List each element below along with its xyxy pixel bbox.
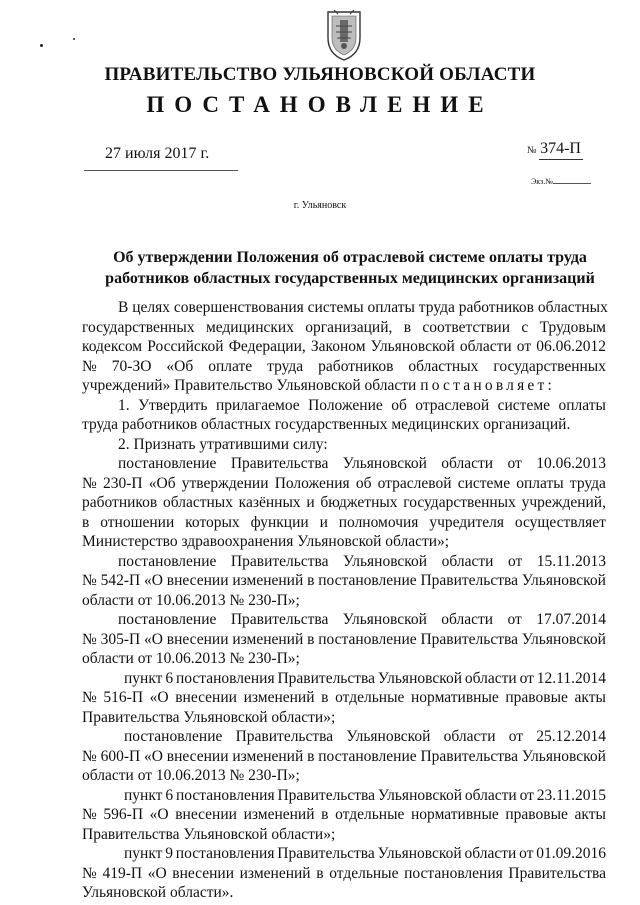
word: системе [497,396,551,414]
word: с [521,318,529,336]
text-line [82,610,606,630]
word: Правительства [277,669,376,687]
word: «Об [166,357,194,375]
word: труда [569,474,606,492]
word: «О [144,572,163,589]
word: отношении [100,513,175,531]
text-line [82,454,606,474]
word: осуществляет [514,513,606,531]
word: в [307,630,315,648]
word: пункт [124,786,163,804]
text-line: Ульяновской области». [82,884,234,901]
word: внесении [166,572,229,589]
word: от [516,338,532,355]
word: организаций, [305,318,393,336]
word: «О [144,747,163,765]
word: 70-ЗО [111,357,152,375]
word: 596-П [103,806,144,823]
word: работников [82,494,158,511]
word: 542-П [100,572,141,589]
word: постановление [318,747,417,765]
word: 12.11.2014 [536,669,606,687]
text-line: Министерство здравоохранения Ульяновской области»; [82,533,450,550]
word: постановление [118,552,217,570]
word: и [319,513,328,531]
word: № [82,474,97,492]
word: труда [267,357,304,375]
word: 17.07.2014 [536,611,606,628]
word: функции [250,513,309,531]
text-line: Правительства Ульяновской области»; [82,825,336,843]
word: изменений [243,806,315,823]
word: 15.11.2013 [536,552,606,570]
word: оплаты [516,474,564,492]
word: Правительства [420,572,518,589]
word: области [441,552,494,570]
word: отдельные [329,864,399,882]
word: отраслевой [415,396,490,414]
word: 230-П [102,474,143,492]
word: № [82,357,97,375]
text-line [82,474,606,494]
word: Ульяновской [342,611,427,628]
text-fragment: учреждений» Правительство Ульяновской области [82,377,421,394]
word: 10.06.2013 [536,455,606,472]
word: постановление [318,572,417,589]
word: «О [149,689,169,706]
word: 1. [118,396,130,414]
word: «О [147,864,167,882]
word: от [519,669,534,687]
city: г. Ульяновск [293,200,347,211]
word: Ульяновской [377,845,462,862]
word: постановление [124,728,223,745]
date-underline [84,170,238,171]
word: внесении [172,864,234,882]
text-line [82,357,606,377]
word: пункт [124,845,163,862]
word: отдельные [335,806,405,823]
text-line [82,298,606,318]
word: пункт [124,669,163,687]
word: в [82,513,90,531]
text-line [82,396,606,416]
government-title: ПРАВИТЕЛЬСТВО УЛЬЯНОВСКОЙ ОБЛАСТИ [104,64,536,85]
word: «О [144,630,163,648]
word: в [307,572,315,589]
word: отдельные [335,689,405,706]
word: учреждений, [521,494,606,511]
word: в [321,806,329,823]
word: от [507,611,522,628]
word: постановления [404,864,503,882]
word: и [306,494,315,511]
word: Правительства [420,630,518,648]
word: утверждении [181,474,269,492]
word: от [508,728,524,745]
word: области [464,845,517,862]
word: прилагаемое [215,396,300,414]
word: 6 [165,669,174,687]
word: постановления [175,669,275,687]
word: Российской [147,338,224,355]
word: государственных [493,357,606,375]
word: Ульяновской [377,669,463,687]
word: в [321,689,329,706]
word: постановления [175,845,275,862]
number-sign: № [527,145,537,156]
word: 06.06.2012 [536,338,606,355]
scan-speck [73,38,75,40]
word: 6 [165,786,174,804]
word: правовые [505,806,568,823]
word: Трудовым [539,318,606,336]
word: отраслевой [377,474,452,492]
document-subject [80,247,620,289]
word: области [464,669,517,687]
word: Ульяновской [370,338,455,355]
word: 01.09.2016 [536,845,606,862]
word: области [443,728,496,745]
word: 9 [165,845,173,862]
word: Ульяновской [521,747,606,765]
document-body [82,298,606,903]
word: Ульяновской [342,455,427,472]
text-line [82,552,606,572]
copy-number-line [553,183,591,184]
word: области [441,611,494,628]
word: изменений [232,747,304,765]
word: № [82,806,97,823]
word: Законом [310,338,366,355]
word: Правительства [508,864,606,882]
word: Правительства [277,786,376,804]
text-line [82,688,606,708]
word: казённых [238,494,301,511]
word: акты [574,806,606,823]
word: 23.11.2015 [536,786,606,804]
word: которых [185,513,240,531]
word: области [441,455,494,472]
text-line [82,318,606,338]
word: об [355,474,372,492]
word: «О [149,806,169,823]
word: Утвердить [138,396,208,414]
word: постановление [118,611,217,628]
word: 419-П [102,864,143,882]
word: № [82,689,97,706]
word: № [82,864,97,882]
word: Ульяновской [521,630,606,648]
word: оплате [208,357,253,375]
word: Правительства [230,455,329,472]
word: от [519,786,534,804]
text-line [82,805,606,825]
word: Правительства [277,845,375,862]
word: Правительства [420,747,518,765]
word: изменений [232,630,304,648]
word: оплаты [558,396,606,414]
word: 25.12.2014 [536,728,606,745]
text-line: области от 10.06.2013 № 230-П»; [82,591,300,609]
word: внесении [175,689,237,706]
word: Правительства [230,552,329,570]
word: системе [457,474,511,492]
document-type: ПОСТАНОВЛЕНИЕ [146,92,494,117]
word: соответствии [422,318,510,336]
word: акты [574,689,606,706]
word: Правительства [235,728,334,745]
word: изменений [243,689,315,706]
word: области [464,786,517,804]
word: изменений [232,572,304,589]
text-line [82,747,606,767]
word: изменений [239,864,311,882]
word: в [316,864,324,882]
word: областных [408,357,479,375]
word: государственных [82,318,195,336]
word: нормативные [411,806,499,823]
word: постановление [318,630,417,648]
text-line [82,493,606,513]
word: в [307,747,315,765]
word: № [82,572,97,589]
copy-number-label: Экз.№ [531,177,553,186]
text-line [82,844,606,864]
word: нормативные [411,689,499,706]
text-line: области от 10.06.2013 № 230-П»; [82,767,300,784]
word: кодексом [82,338,143,355]
word: бюджетных [320,494,398,511]
word: постановления [175,786,275,804]
text-line [82,630,606,650]
text-line [82,337,606,357]
document-number [527,140,583,160]
scan-speck [40,44,43,47]
text-line [82,786,606,806]
word: «Об [148,474,176,492]
word: внесении [175,806,237,823]
coat-of-arms-emblem-icon [322,8,366,62]
text-line: 2. Признать утратившими силу: [118,435,328,453]
text-line [82,727,606,747]
text-line: труда работников областных государственных медицинских организаций. [82,416,571,433]
word: области [459,338,512,355]
word: постановление [118,455,217,472]
text-line [82,376,606,396]
text-line [82,513,606,533]
word: внесении [166,630,229,648]
resolve-word: постановляет: [420,377,555,394]
word: областных [162,494,233,511]
text-line [82,571,606,591]
number-value: 374-П [539,140,583,160]
word: Положения [274,474,350,492]
word: учредителя [429,513,504,531]
word: № [82,630,97,648]
word: Федерации, [228,338,306,355]
word: в [403,318,412,336]
word: работников [318,357,394,375]
word: Положение [308,396,383,414]
copy-number [531,177,591,186]
word: 305-П [100,630,141,648]
document-date: 27 июля 2017 г. [105,145,210,162]
text-line: Правительства Ульяновской области»; [82,708,336,726]
text-line [82,864,606,884]
word: В целях совершенствования системы оплаты труда работников областных [118,299,608,316]
word: 516-П [103,689,144,706]
word: от [519,845,534,862]
word: Ульяновской [346,728,431,745]
word: Ульяновской [342,552,428,570]
word: 600-П [100,747,141,765]
subject-line: работников областных государственных медицинских организаций [105,270,595,287]
word: медицинских [205,318,294,336]
word: правовые [505,689,568,706]
word: от [507,552,523,570]
text-line [82,669,606,689]
word: Ульяновской [521,572,606,589]
word: об [391,396,407,414]
text-line: области от 10.06.2013 № 230-П»; [82,650,300,667]
subject-line: Об утверждении Положения об отраслевой системе оплаты труда [113,249,587,266]
word: Правительства [230,611,329,628]
word: № [82,747,97,765]
word: Ульяновской [377,786,463,804]
word: внесении [166,747,229,765]
word: государственных [403,494,516,511]
word: от [507,455,522,472]
word: полномочия [338,513,419,531]
